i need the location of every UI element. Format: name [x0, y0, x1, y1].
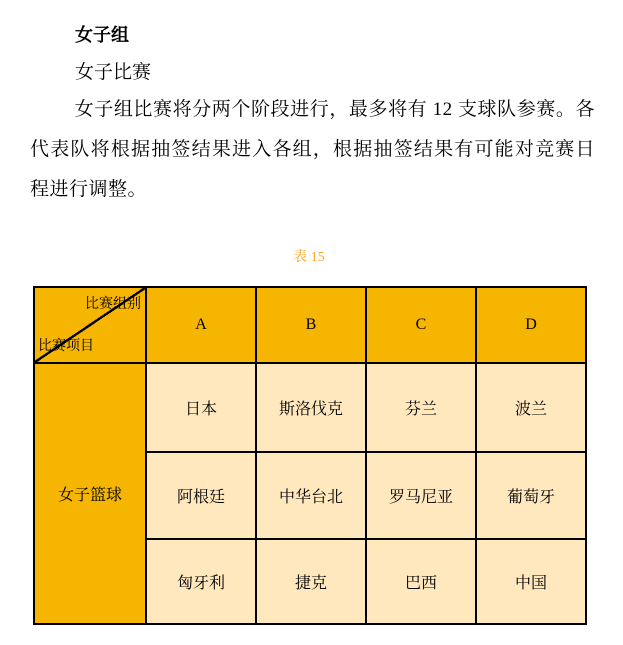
table-header-row: [34, 287, 586, 363]
table-caption: 表 15: [293, 250, 325, 266]
corner-label-group: 比赛组别: [85, 297, 141, 313]
team-cell: 巴西: [366, 539, 476, 624]
section-heading: 女子组: [75, 25, 129, 46]
row-label-womens-basketball: 女子篮球: [34, 363, 146, 624]
column-header-c: C: [366, 287, 476, 363]
team-cell: 中国: [476, 539, 586, 624]
table-row: [34, 363, 586, 452]
section-subheading: 女子比赛: [75, 61, 152, 83]
body-paragraph: 女子组比赛将分两个阶段进行，最多将有 12 支球队参赛。各代表队将根据抽签结果进入各组，根据抽签结果有可能对竞赛日程进行调整。: [30, 99, 595, 201]
team-cell: 芬兰: [366, 363, 476, 452]
team-cell: 罗马尼亚: [366, 452, 476, 539]
column-header-a: A: [146, 287, 256, 363]
corner-label-event: 比赛项目: [38, 339, 94, 355]
corner-cell: [34, 287, 146, 363]
column-header-d: D: [476, 287, 586, 363]
team-cell: 阿根廷: [146, 452, 256, 539]
team-cell: 日本: [146, 363, 256, 452]
team-cell: 中华台北: [256, 452, 366, 539]
team-cell: 波兰: [476, 363, 586, 452]
team-cell: 斯洛伐克: [256, 363, 366, 452]
column-header-b: B: [256, 287, 366, 363]
team-cell: 葡萄牙: [476, 452, 586, 539]
team-cell: 匈牙利: [146, 539, 256, 624]
corner-diagonal: [35, 288, 145, 362]
team-cell: 捷克: [256, 539, 366, 624]
groups-table: [33, 286, 587, 625]
